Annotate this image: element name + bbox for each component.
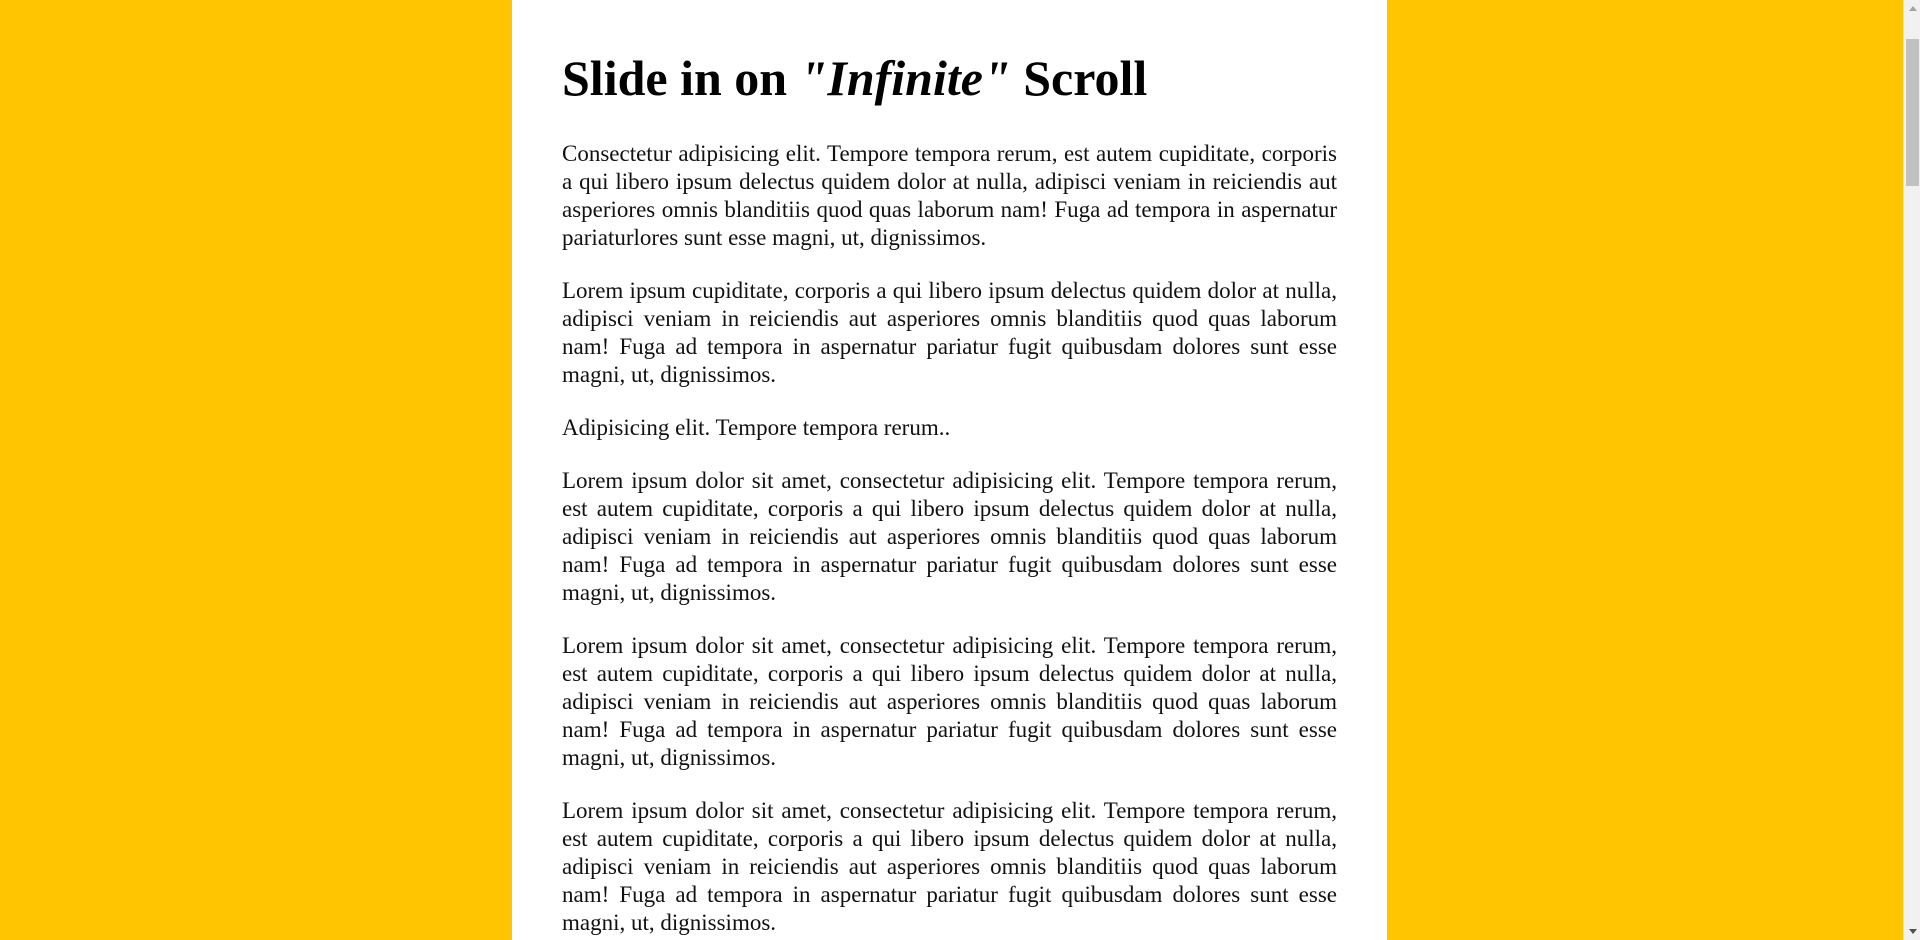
vertical-scrollbar[interactable] — [1903, 0, 1920, 940]
paragraph-2: Lorem ipsum cupiditate, corporis a qui libero ipsum delectus quidem dolor at nulla, adipisci veniam in reiciendis aut asperiores omnis blanditiis quod quas laborum nam! Fuga ad tempora in aspernatur pariatur fugit quibusdam dolores sunt esse magni, ut, dignissimos. — [562, 278, 1337, 387]
paragraph-1: Consectetur adipisicing elit. Tempore tempora rerum, est autem cupiditate, corporis a qui libero ipsum delectus quidem dolor at nulla, adipisci veniam in reiciendis aut asperiores omnis blanditiis quod quas laborum nam! Fuga ad tempora in aspernatur pariaturlores sunt esse magni, ut, dignissimos. — [562, 141, 1337, 250]
page-title-emphasis: "Infinite" — [799, 50, 1011, 106]
paragraph-3: Adipisicing elit. Tempore tempora rerum.. — [562, 415, 951, 440]
paragraph-5: Lorem ipsum dolor sit amet, consectetur adipisicing elit. Tempore tempora rerum, est autem cupiditate, corporis a qui libero ipsum delectus quidem dolor at nulla, adipisci veniam in reiciendis aut asperiores omnis blanditiis quod quas laborum nam! Fuga ad tempora in aspernatur pariatur fugit quibusdam dolores sunt esse magni, ut, dignissimos. — [562, 633, 1337, 770]
page-title-suffix: Scroll — [1010, 50, 1148, 106]
page-title-text: Slide in on — [562, 50, 800, 106]
scroll-up-arrow-icon[interactable] — [1904, 0, 1920, 17]
page-title — [562, 50, 1337, 106]
content-column — [512, 0, 1387, 940]
paragraph-4: Lorem ipsum dolor sit amet, consectetur adipisicing elit. Tempore tempora rerum, est autem cupiditate, corporis a qui libero ipsum delectus quidem dolor at nulla, adipisci veniam in reiciendis aut asperiores omnis blanditiis quod quas laborum nam! Fuga ad tempora in aspernatur pariatur fugit quibusdam dolores sunt esse magni, ut, dignissimos. — [562, 468, 1337, 605]
paragraph-6: Lorem ipsum dolor sit amet, consectetur adipisicing elit. Tempore tempora rerum, est autem cupiditate, corporis a qui libero ipsum delectus quidem dolor at nulla, adipisci veniam in reiciendis aut asperiores omnis blanditiis quod quas laborum nam! Fuga ad tempora in aspernatur pariatur fugit quibusdam dolores sunt esse magni, ut, dignissimos. — [562, 798, 1337, 935]
scrollbar-thumb[interactable] — [1906, 39, 1919, 186]
scroll-down-arrow-icon[interactable] — [1904, 923, 1920, 940]
